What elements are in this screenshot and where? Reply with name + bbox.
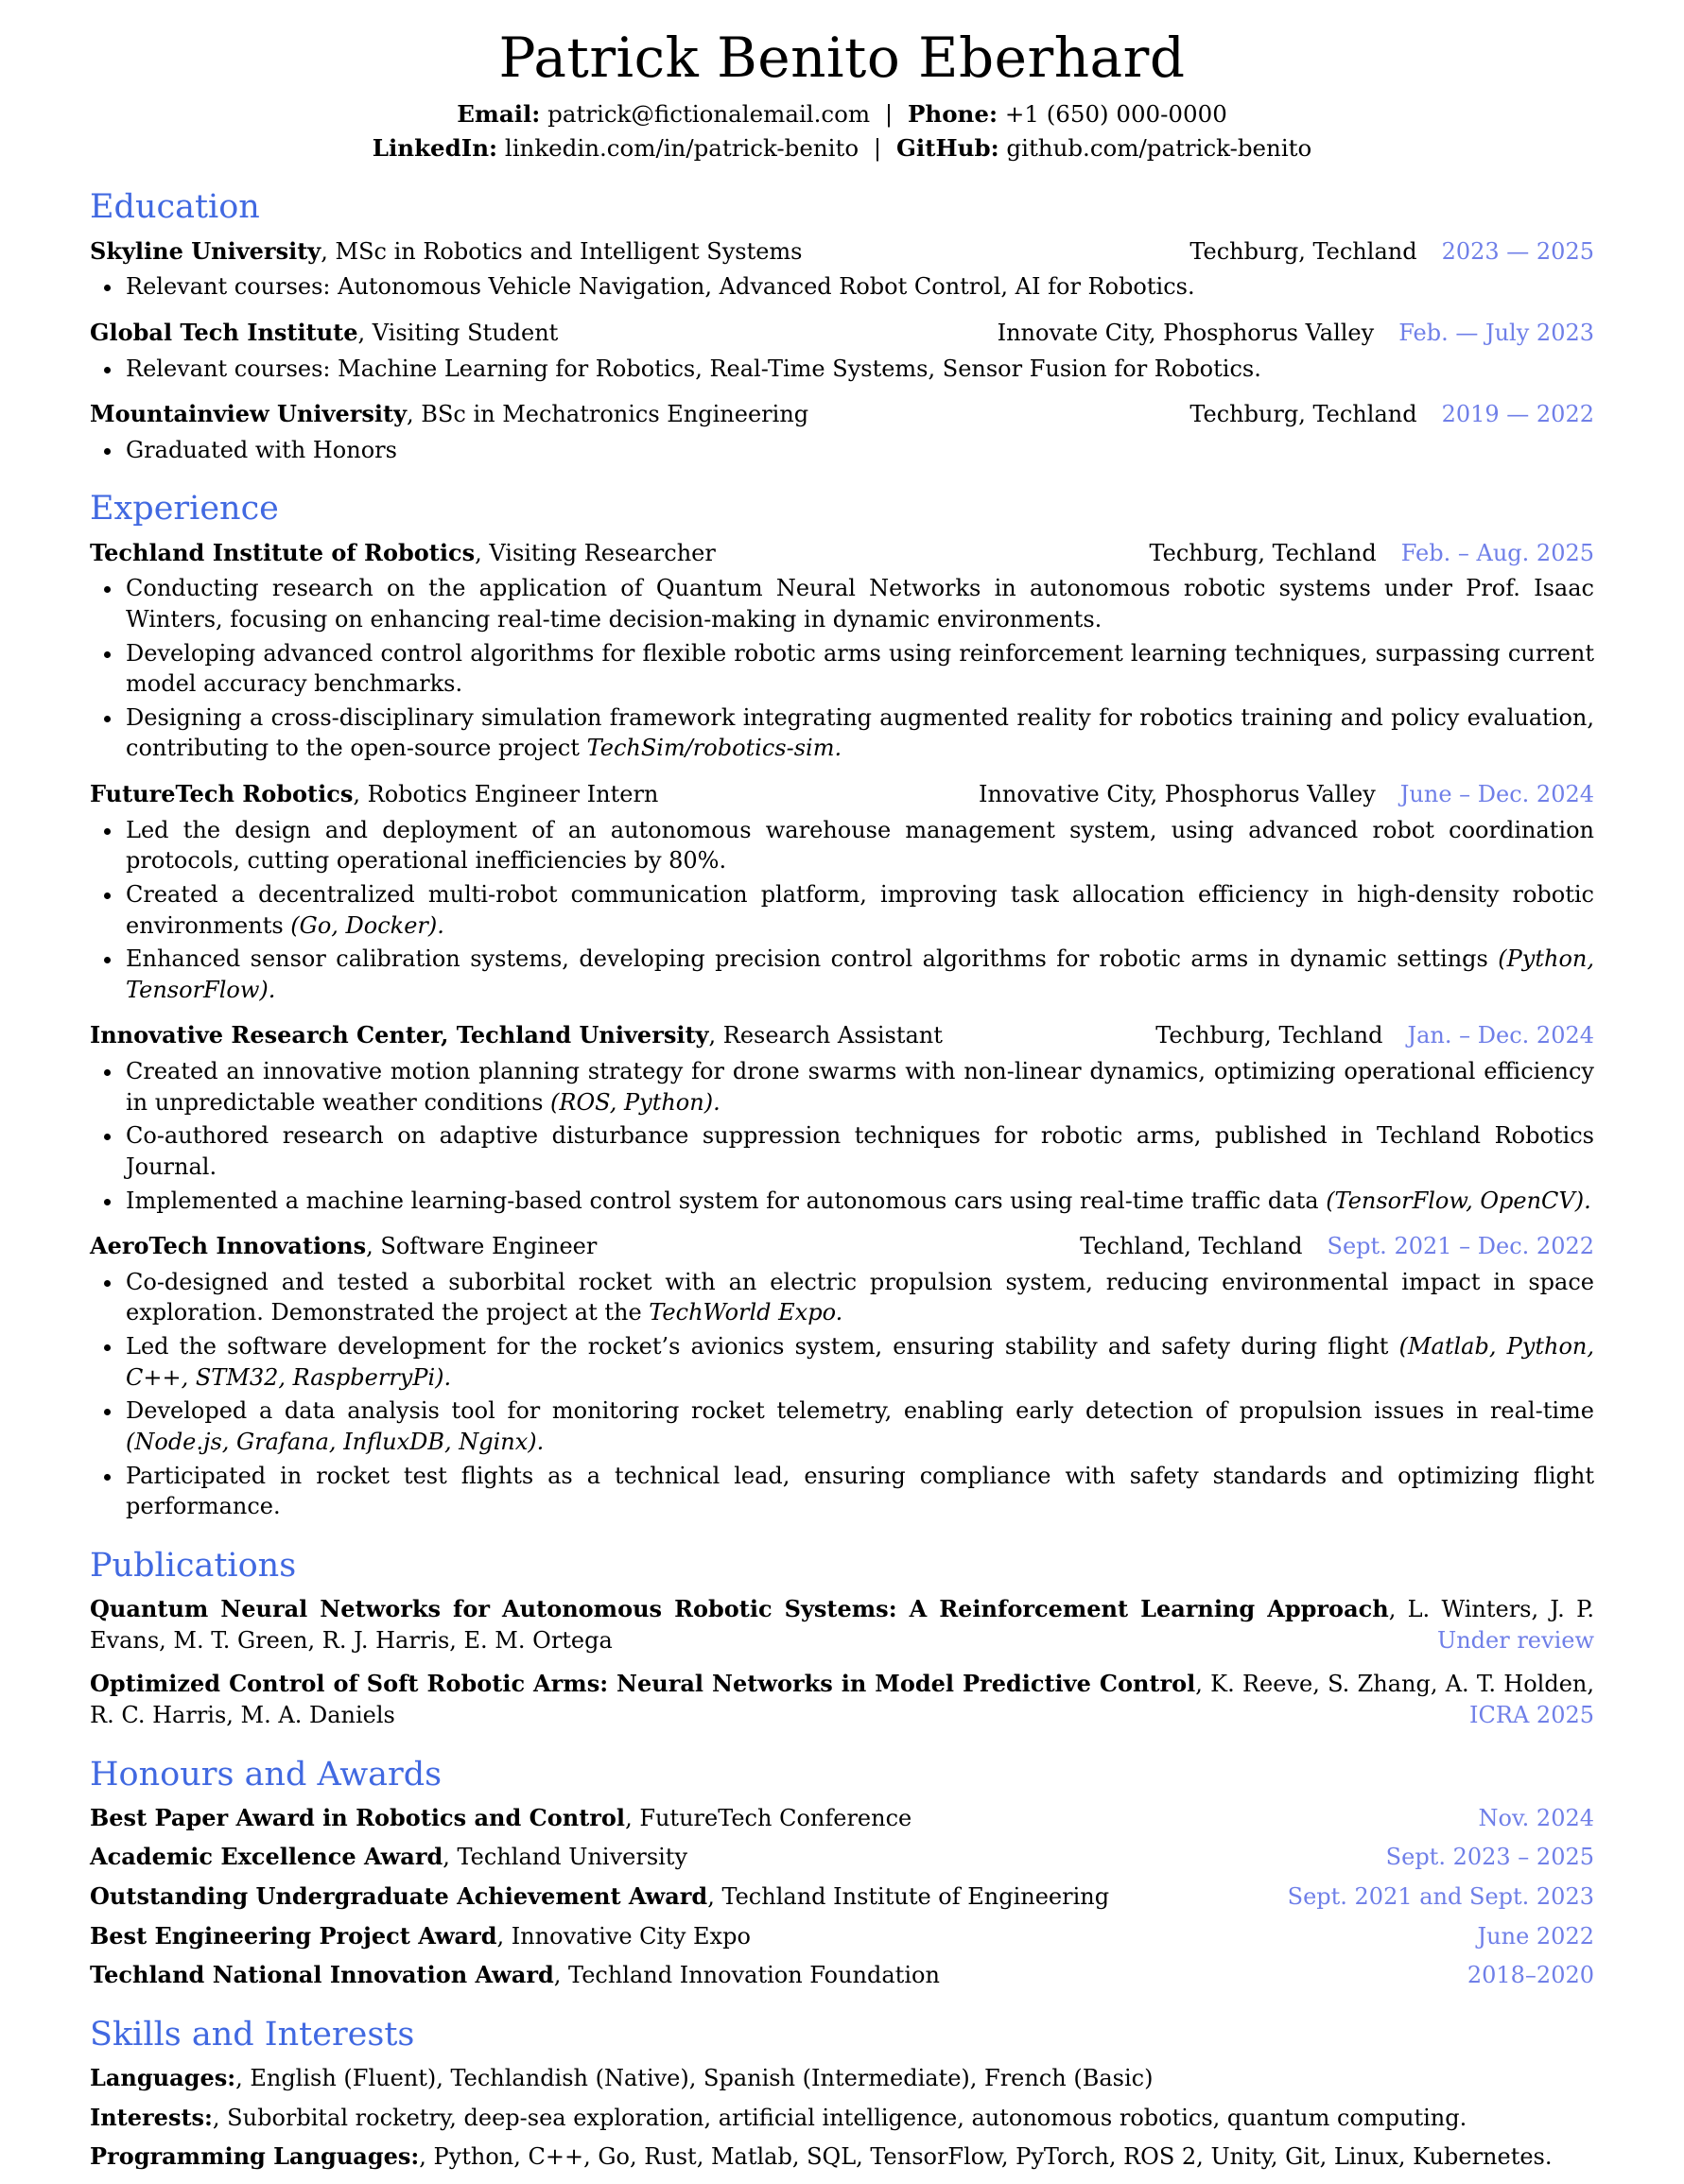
- entry-location: Techland, Techland: [1080, 1233, 1303, 1260]
- entry: [90, 399, 1594, 465]
- skill-text: , Suborbital rocketry, deep-sea exploration, artificial intelligence, autonomous robotics, quantum computing.: [212, 2104, 1467, 2131]
- bullet-text-italic: (Python, TensorFlow).: [126, 945, 1594, 1003]
- entry-location: Techburg, Techland: [1189, 237, 1417, 265]
- entry: [90, 318, 1594, 384]
- publication-status: ICRA 2025: [1469, 1701, 1594, 1728]
- entry-location: Techburg, Techland: [1155, 1022, 1383, 1049]
- contact-line-2: [90, 132, 1594, 164]
- entry-heading-right: [1150, 538, 1595, 569]
- publication-authors: , L. Winters, J. P. Evans, M. T. Green, R. J. Harris, E. M. Ortega: [90, 1596, 1595, 1654]
- entry-dates: 2023 — 2025: [1441, 237, 1594, 265]
- bullet-item: [124, 815, 1594, 876]
- entry-location: Techburg, Techland: [1189, 401, 1417, 428]
- bullet-text: Led the design and deployment of an autonomous warehouse management system, using advanced robot coordination protocols, cutting operational inefficiencies by 80%.: [126, 816, 1594, 875]
- entry-dates: Sept. 2021 – Dec. 2022: [1327, 1233, 1594, 1260]
- entry-heading-right: [1155, 1020, 1594, 1051]
- bullet-list: [90, 1267, 1594, 1522]
- bullet-text: Co-authored research on adaptive disturbance suppression techniques for robotic arms, published in Techland Robotics Journal.: [126, 1122, 1594, 1180]
- entry-head: [90, 538, 1594, 569]
- bullet-item: [124, 1461, 1594, 1522]
- entry-heading-right: [1080, 1231, 1594, 1262]
- publication-item: [90, 1669, 1594, 1730]
- award-item: [90, 1921, 1594, 1952]
- entry-heading-right: [1189, 236, 1594, 268]
- bullet-item: [124, 944, 1594, 1005]
- bullet-list: [90, 354, 1594, 385]
- entry: [90, 538, 1594, 764]
- award-left: [90, 1921, 751, 1952]
- resume-header: [90, 28, 1594, 164]
- entry-heading-left: [90, 779, 658, 810]
- bullet-text: Created an innovative motion planning strategy for drone swarms with non-linear dynamics, optimizing operational efficiency in unpredictable weather conditions: [126, 1058, 1594, 1116]
- entry-org: Global Tech Institute: [90, 318, 358, 346]
- award-left: [90, 1842, 687, 1873]
- bullet-item: [124, 638, 1594, 700]
- award-title: Academic Excellence Award: [90, 1843, 443, 1871]
- publication-status: Under review: [1436, 1626, 1594, 1654]
- bullet-item: [124, 271, 1594, 303]
- bullet-list: [90, 271, 1594, 303]
- section-title: Experience: [90, 490, 279, 529]
- award-left: [90, 1803, 911, 1834]
- award-title: Outstanding Undergraduate Achievement Award: [90, 1882, 708, 1911]
- section-title: Honours and Awards: [90, 1755, 443, 1794]
- skill-label: Interests:: [90, 2103, 213, 2131]
- award-item: [90, 1803, 1594, 1834]
- award-left: [90, 1960, 940, 1991]
- bullet-list: [90, 815, 1594, 1006]
- bullet-text: Co-designed and tested a suborbital rocket with an electric propulsion system, reducing environmental impact in space exploration. Demonstrated the project at the: [126, 1268, 1594, 1326]
- contact-line-1: [90, 98, 1594, 130]
- entry: [90, 1231, 1594, 1522]
- contact-separator: |: [884, 99, 894, 128]
- bullet-item: [124, 1395, 1594, 1457]
- award-item: [90, 1960, 1594, 1991]
- entry-heading-left: [90, 1020, 943, 1051]
- entry-heading-left: [90, 318, 558, 349]
- award-date: Nov. 2024: [1478, 1804, 1594, 1831]
- entry-head: [90, 779, 1594, 810]
- bullet-text: Created a decentralized multi-robot communication platform, improving task allocation efficiency in high-density robotic environments: [126, 880, 1594, 939]
- award-left: [90, 1881, 1109, 1913]
- entry-heading-left: [90, 538, 716, 569]
- bullet-item: [124, 573, 1594, 634]
- bullet-text: Led the software development for the rocket’s avionics system, ensuring stability and safety during flight: [126, 1333, 1399, 1361]
- award-title: Best Engineering Project Award: [90, 1921, 497, 1950]
- bullet-text-italic: (Node.js, Grafana, InfluxDB, Nginx).: [126, 1428, 545, 1455]
- entry-heading-left: [90, 399, 808, 430]
- bullet-text-italic: TechWorld Expo.: [649, 1299, 843, 1326]
- entry: [90, 236, 1594, 303]
- bullet-item: [124, 702, 1594, 764]
- phone-value: +1 (650) 000-0000: [1004, 99, 1227, 128]
- bullet-text: Relevant courses: Machine Learning for Robotics, Real-Time Systems, Sensor Fusion for Robotics.: [126, 355, 1261, 382]
- email-value: patrick@fictionalemail.com: [547, 99, 871, 128]
- bullet-text: Enhanced sensor calibration systems, developing precision control algorithms for robotic arms in dynamic settings: [126, 945, 1499, 973]
- entry-role: , Software Engineer: [366, 1233, 598, 1260]
- entry-dates: June – Dec. 2024: [1399, 781, 1594, 808]
- publication-item: [90, 1594, 1594, 1655]
- publication-title: Optimized Control of Soft Robotic Arms: Neural Networks in Model Predictive Control: [90, 1670, 1196, 1698]
- award-org: , Techland Innovation Foundation: [553, 1962, 940, 1989]
- bullet-item: [124, 879, 1594, 941]
- bullet-item: [124, 354, 1594, 385]
- award-org: , FutureTech Conference: [625, 1804, 912, 1831]
- bullet-item: [124, 1267, 1594, 1328]
- skill-text: , English (Fluent), Techlandish (Native), Spanish (Intermediate), French (Basic): [235, 2065, 1154, 2092]
- entry-head: [90, 1020, 1594, 1051]
- bullet-item: [124, 1186, 1594, 1217]
- section-title: Education: [90, 188, 260, 227]
- entry-org: AeroTech Innovations: [90, 1232, 367, 1260]
- section-honours: [90, 1756, 1594, 1991]
- bullet-text: Relevant courses: Autonomous Vehicle Navigation, Advanced Robot Control, AI for Robotics.: [126, 273, 1195, 301]
- entry-heading-right: [979, 779, 1594, 810]
- section-education: [90, 188, 1594, 465]
- bullet-text: Developing advanced control algorithms for flexible robotic arms using reinforcement learning techniques, surpassing current model accuracy benchmarks.: [126, 639, 1594, 698]
- contact-separator: |: [873, 134, 882, 163]
- entry-dates: Feb. — July 2023: [1398, 319, 1594, 346]
- entry-location: Innovate City, Phosphorus Valley: [997, 319, 1375, 346]
- entry-head: [90, 318, 1594, 349]
- bullet-item: [124, 1120, 1594, 1182]
- entry-heading-left: [90, 1231, 597, 1262]
- entry-org: Innovative Research Center, Techland University: [90, 1021, 709, 1049]
- bullet-text-italic: (Go, Docker).: [290, 911, 444, 939]
- bullet-item: [124, 1331, 1594, 1393]
- entry-role: , Research Assistant: [708, 1022, 943, 1049]
- section-title: Publications: [90, 1546, 297, 1585]
- award-date: 2018–2020: [1467, 1962, 1594, 1989]
- phone-label: Phone:: [907, 99, 998, 128]
- linkedin-label: LinkedIn:: [372, 134, 498, 163]
- linkedin-value: linkedin.com/in/patrick-benito: [504, 134, 859, 163]
- bullet-list: [90, 435, 1594, 466]
- bullet-text: Implemented a machine learning-based control system for autonomous cars using real-time traffic data: [126, 1187, 1327, 1214]
- entry-head: [90, 1231, 1594, 1262]
- bullet-list: [90, 1056, 1594, 1216]
- publication-title: Quantum Neural Networks for Autonomous Robotic Systems: A Reinforcement Learning Approach: [90, 1595, 1389, 1623]
- entry-heading-right: [1189, 399, 1594, 430]
- bullet-text-italic: (Matlab, Python, C++, STM32, RaspberryPi).: [126, 1333, 1595, 1391]
- award-date: June 2022: [1477, 1922, 1594, 1950]
- entry-head: [90, 399, 1594, 430]
- award-date: Sept. 2023 – 2025: [1385, 1844, 1594, 1871]
- award-date: Sept. 2021 and Sept. 2023: [1287, 1883, 1594, 1911]
- entry-role: , BSc in Mechatronics Engineering: [407, 401, 809, 428]
- section-skills: [90, 2016, 1594, 2173]
- award-item: [90, 1842, 1594, 1873]
- section-publications: [90, 1547, 1594, 1731]
- bullet-text: Graduated with Honors: [126, 436, 397, 463]
- bullet-text: Participated in rocket test flights as a technical lead, ensuring compliance with safety standards and optimizing flight performance.: [126, 1462, 1594, 1520]
- bullet-item: [124, 435, 1594, 466]
- bullet-text: Conducting research on the application of Quantum Neural Networks in autonomous robotic systems under Prof. Isaac Winters, focusing on enhancing real-time decision-making in dynamic environments.: [126, 575, 1594, 633]
- entry: [90, 779, 1594, 1005]
- entry-dates: 2019 — 2022: [1441, 401, 1594, 428]
- bullet-text-italic: TechSim/robotics-sim.: [586, 735, 842, 762]
- entry-role: , Visiting Student: [357, 319, 559, 346]
- github-label: GitHub:: [895, 134, 999, 163]
- award-title: Techland National Innovation Award: [90, 1961, 554, 1989]
- entry: [90, 1020, 1594, 1216]
- award-title: Best Paper Award in Robotics and Control: [90, 1803, 626, 1831]
- section-experience: [90, 490, 1594, 1521]
- entry-head: [90, 236, 1594, 268]
- skill-line: [90, 2141, 1594, 2173]
- entry-org: Techland Institute of Robotics: [90, 538, 476, 566]
- entry-heading-left: [90, 236, 802, 268]
- entry-org: Mountainview University: [90, 400, 408, 428]
- award-org: , Techland University: [443, 1844, 688, 1871]
- entry-role: , MSc in Robotics and Intelligent Systems: [321, 237, 803, 265]
- bullet-text-italic: (TensorFlow, OpenCV).: [1326, 1187, 1591, 1214]
- resume-sections: [90, 188, 1594, 2173]
- email-label: Email:: [457, 99, 541, 128]
- entry-location: Techburg, Techland: [1149, 539, 1377, 566]
- bullet-text: Designing a cross-disciplinary simulation framework integrating augmented reality for robotics training and policy evaluation, contributing to the open-source project: [126, 703, 1594, 762]
- bullet-item: [124, 1056, 1594, 1118]
- page-title: Patrick Benito Eberhard: [498, 26, 1186, 90]
- award-item: [90, 1881, 1594, 1913]
- award-org: , Techland Institute of Engineering: [707, 1883, 1110, 1911]
- bullet-text: Developed a data analysis tool for monitoring rocket telemetry, enabling early detection of propulsion issues in real-time: [126, 1397, 1594, 1425]
- entry-org: Skyline University: [90, 236, 321, 265]
- section-title: Skills and Interests: [90, 2015, 415, 2054]
- skill-line: [90, 2063, 1594, 2094]
- entry-location: Innovative City, Phosphorus Valley: [978, 781, 1376, 808]
- skill-label: Languages:: [90, 2064, 236, 2092]
- skill-line: [90, 2103, 1594, 2134]
- entry-heading-right: [998, 318, 1594, 349]
- entry-role: , Robotics Engineer Intern: [353, 781, 659, 808]
- bullet-list: [90, 573, 1594, 764]
- publication-authors: , K. Reeve, S. Zhang, A. T. Holden, R. C. Harris, M. A. Daniels: [90, 1671, 1594, 1728]
- skill-text: , Python, C++, Go, Rust, Matlab, SQL, TensorFlow, PyTorch, ROS 2, Unity, Git, Linux, Kubernetes.: [419, 2143, 1553, 2171]
- skill-label: Programming Languages:: [90, 2142, 420, 2171]
- award-org: , Innovative City Expo: [496, 1922, 751, 1950]
- bullet-text-italic: (ROS, Python).: [550, 1088, 720, 1116]
- github-value: github.com/patrick-benito: [1006, 134, 1312, 163]
- entry-role: , Visiting Researcher: [475, 539, 716, 566]
- entry-dates: Jan. – Dec. 2024: [1407, 1022, 1594, 1049]
- entry-org: FutureTech Robotics: [90, 780, 354, 808]
- entry-dates: Feb. – Aug. 2025: [1400, 539, 1594, 566]
